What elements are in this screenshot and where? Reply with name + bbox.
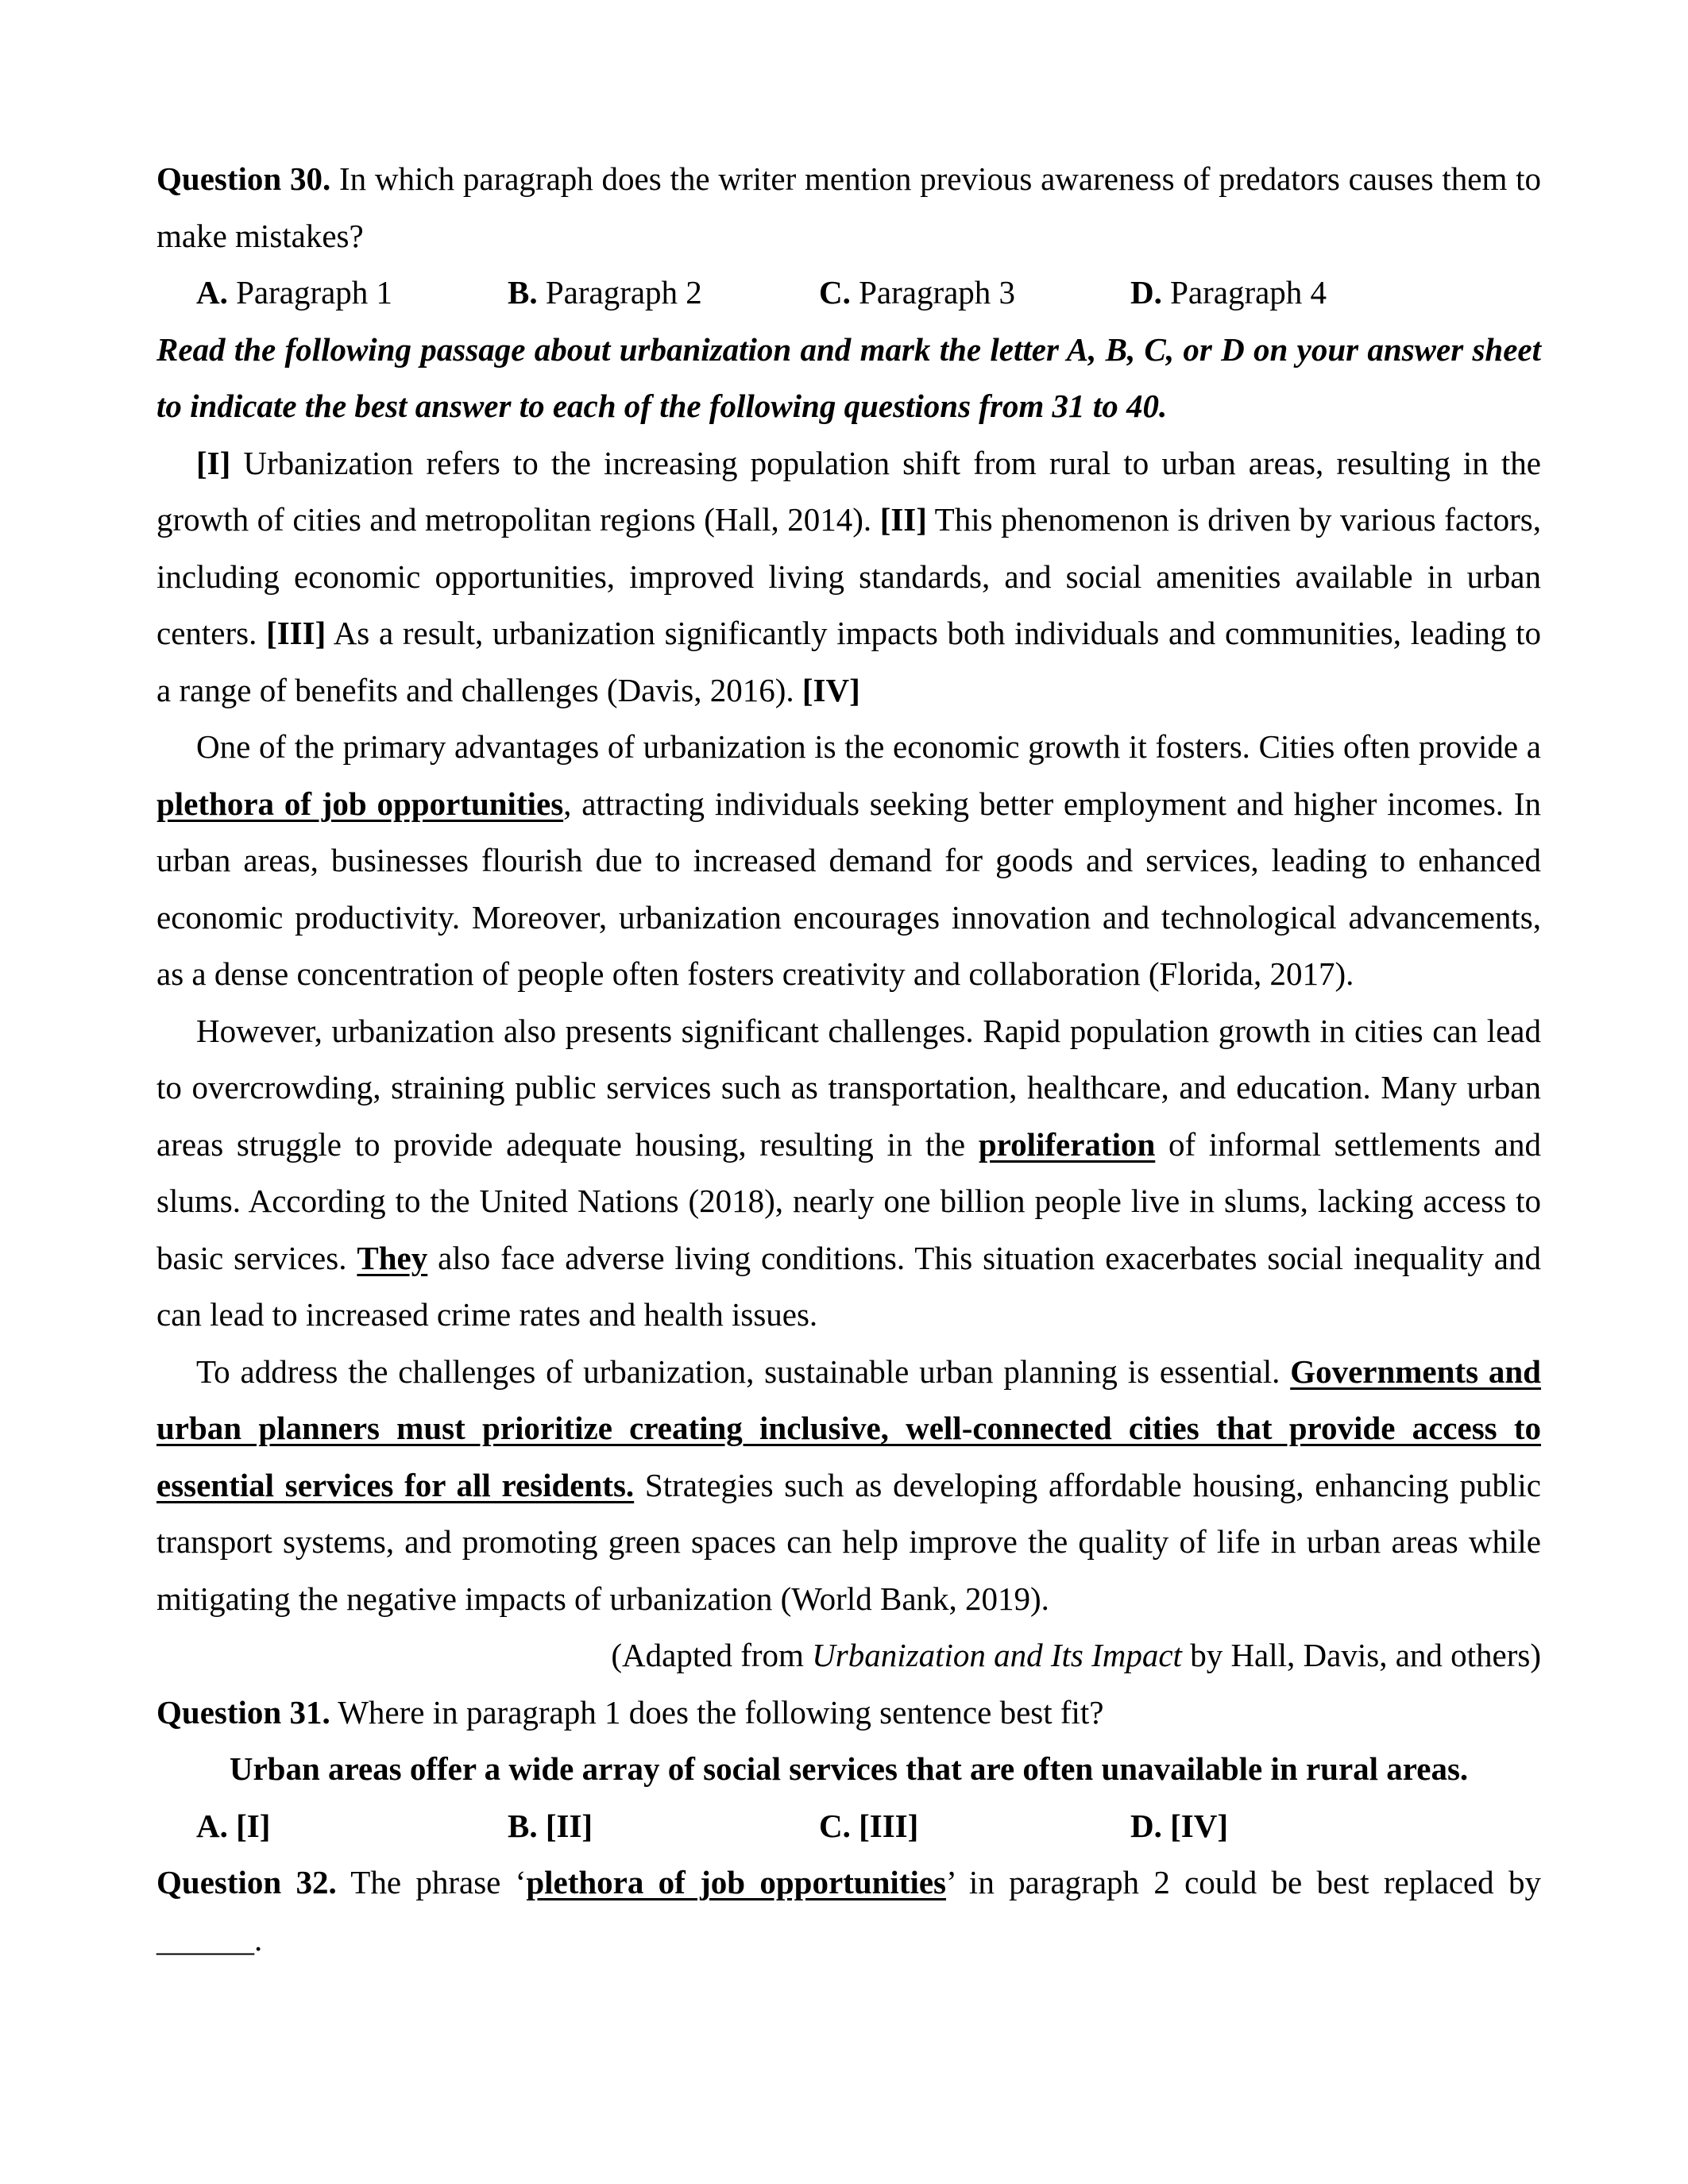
question-text: In which paragraph does the writer mention previous awareness of predators causes them to make mistakes?: [156, 160, 1541, 254]
paragraph-text: To address the challenges of urbanization, sustainable urban planning is essential.: [196, 1352, 1291, 1390]
paragraph-text: This phenomenon is driven by various factors, including economic opportunities, improved living standards, and social amenities available in urban centers.: [156, 501, 1541, 651]
question-text: The phrase ‘: [336, 1864, 527, 1900]
paragraph-text: also face adverse living conditions. This situation exacerbates social inequality and can lead to increased crime rates and health issues.: [156, 1239, 1541, 1333]
option-letter: A.: [196, 274, 228, 311]
highlighted-phrase: plethora of job opportunities: [526, 1864, 947, 1900]
position-marker-iv: [IV]: [802, 671, 860, 708]
option-a[interactable]: [196, 264, 508, 322]
option-d[interactable]: [1130, 264, 1442, 322]
option-letter: B.: [508, 1807, 538, 1844]
passage-paragraph-4: [156, 1344, 1541, 1628]
option-text: Paragraph 1: [227, 274, 393, 311]
option-a[interactable]: [196, 1798, 508, 1855]
option-text: Paragraph 2: [537, 274, 702, 311]
question-30: [156, 151, 1541, 264]
question-31-options: [156, 1798, 1541, 1855]
question-label: Question 31.: [156, 1693, 330, 1731]
option-text: [III]: [850, 1807, 919, 1844]
option-text: [IV]: [1161, 1807, 1228, 1844]
question-30-options: [156, 264, 1541, 322]
option-letter: D.: [1130, 1807, 1162, 1844]
option-b[interactable]: [508, 264, 819, 322]
highlighted-phrase: plethora of job opportunities: [156, 785, 564, 822]
question-31: [156, 1684, 1541, 1742]
question-32: [156, 1854, 1541, 1912]
passage-paragraph-3: [156, 1003, 1541, 1344]
option-c[interactable]: [819, 1798, 1130, 1855]
question-label: Question 32.: [156, 1864, 337, 1900]
source-title: Urbanization and Its Impact: [812, 1637, 1182, 1673]
paragraph-text: As a result, urbanization significantly impacts both individuals and communities, leading to a range of benefits and challenges (Davis, 2016).: [156, 615, 1541, 708]
insert-sentence: Urban areas offer a wide array of social services that are often unavailable in rural areas.: [229, 1750, 1469, 1787]
option-text: [II]: [537, 1807, 593, 1844]
reading-instructions: Read the following passage about urbanization and mark the letter A, B, C, or D on your answer sheet to indicate the best answer to each of the following questions from 31 to 40.: [156, 330, 1541, 424]
option-letter: B.: [508, 274, 538, 311]
paragraph-text: , attracting individuals seeking better employment and higher incomes. In urban areas, businesses flourish due to increased demand for goods and services, leading to enhanced economic productivity. Moreover, urbanization encourages innovation and technological advancements, as a dense concentration of people often fosters creativity and collaboration (Florida, 2017).: [156, 785, 1541, 992]
answer-blank: ______.: [156, 1920, 263, 1958]
option-letter: D.: [1130, 274, 1162, 311]
option-d[interactable]: [1130, 1798, 1442, 1855]
paragraph-text: One of the primary advantages of urbanization is the economic growth it fosters. Cities often provide a: [196, 728, 1541, 765]
paragraph-text: Urbanization refers to the increasing population shift from rural to urban areas, resulting in the growth of cities and metropolitan regions (Hall, 2014).: [156, 444, 1541, 538]
paragraph-text: of informal settlements and slums. According to the United Nations (2018), nearly one billion people live in slums, lacking access to basic services.: [156, 1125, 1541, 1276]
option-letter: C.: [819, 274, 851, 311]
paragraph-text: However, urbanization also presents significant challenges. Rapid population growth in cities can lead to overcrowding, straining public services such as transportation, healthcare, and education. Many urban areas struggle to provide adequate housing, resulting in the: [156, 1012, 1541, 1163]
position-marker-iii: [III]: [266, 615, 326, 651]
passage-source: [156, 1627, 1541, 1684]
highlighted-pronoun: They: [357, 1239, 428, 1276]
question-text: Where in paragraph 1 does the following sentence best fit?: [330, 1693, 1104, 1731]
position-marker-ii: [II]: [879, 501, 927, 538]
question-text: ’ in paragraph 2 could be best replaced by: [946, 1864, 1541, 1900]
option-letter: C.: [819, 1807, 851, 1844]
option-text: Paragraph 4: [1161, 274, 1327, 311]
highlighted-sentence: Governments and urban planners must prioritize creating inclusive, well-connected cities that provide access to essential services for all residents.: [156, 1352, 1541, 1503]
position-marker-i: [I]: [196, 444, 231, 481]
option-text: [I]: [227, 1807, 271, 1844]
source-prefix: (Adapted from: [611, 1637, 813, 1673]
passage-paragraph-1: [156, 435, 1541, 720]
option-letter: A.: [196, 1807, 228, 1844]
passage-paragraph-2: [156, 719, 1541, 1003]
question-label: Question 30.: [156, 160, 331, 197]
highlighted-word: proliferation: [978, 1125, 1156, 1163]
option-c[interactable]: [819, 264, 1130, 322]
source-suffix: by Hall, Davis, and others): [1181, 1637, 1541, 1673]
option-b[interactable]: [508, 1798, 819, 1855]
paragraph-text: Strategies such as developing affordable housing, enhancing public transport systems, and promoting green spaces can help improve the quality of life in urban areas while mitigating the negative impacts of urbanization (World Bank, 2019).: [156, 1466, 1541, 1617]
option-text: Paragraph 3: [850, 274, 1016, 311]
